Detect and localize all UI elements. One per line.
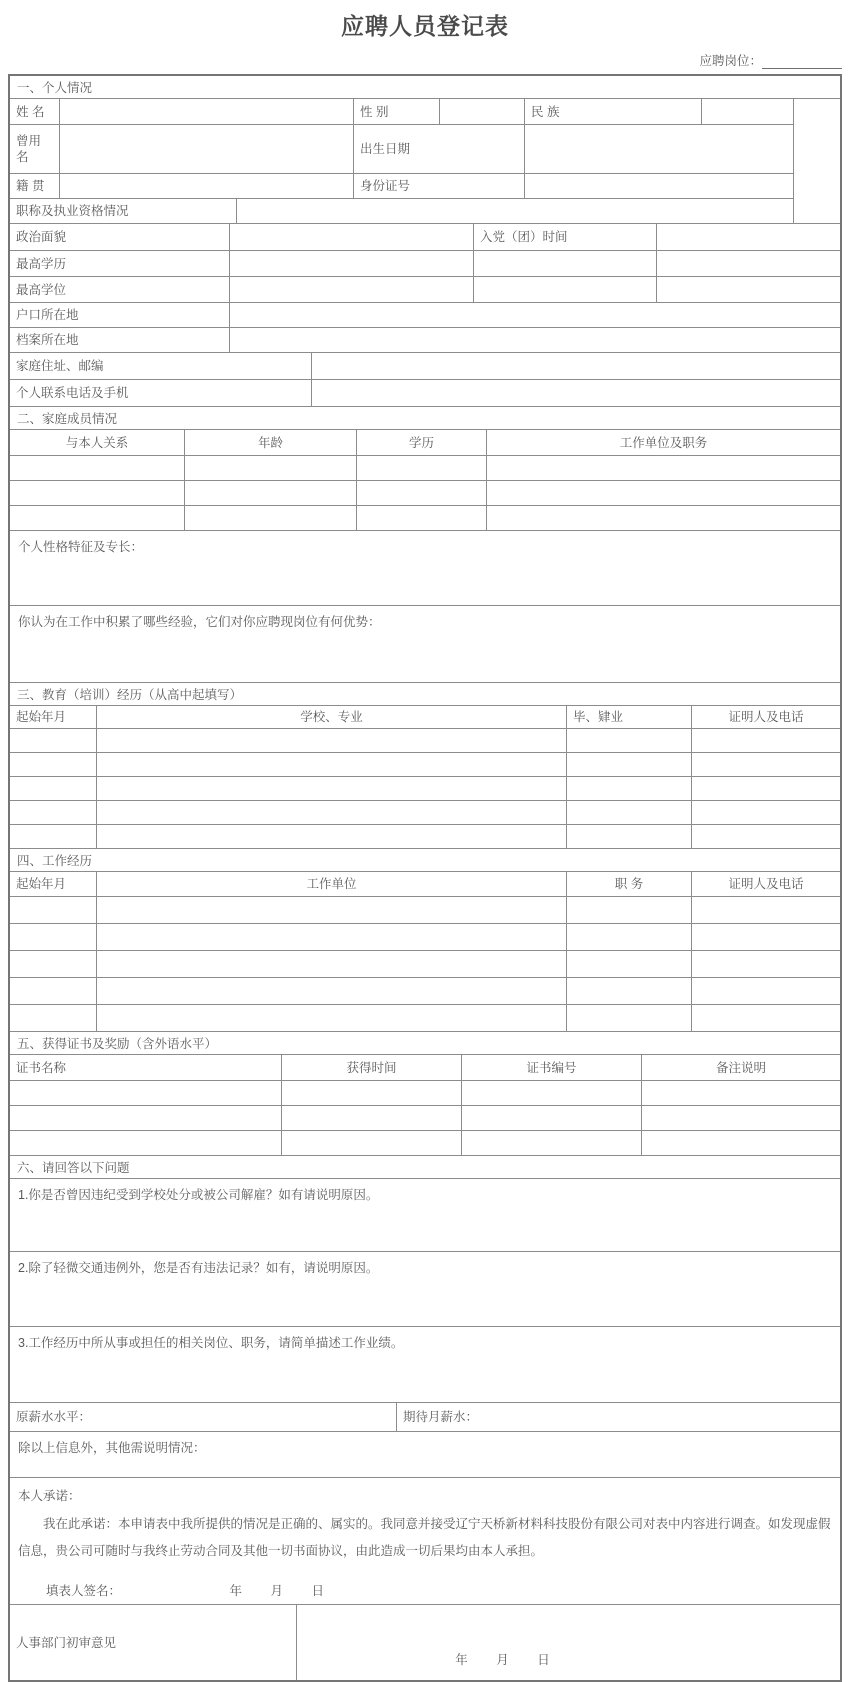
work-header-unit: 工作单位 [97,872,567,897]
title-qualification-field[interactable] [237,199,794,224]
education-period-field[interactable] [10,753,97,777]
expected-salary-field[interactable] [397,1403,840,1432]
education-graduation-field[interactable] [567,729,692,753]
expected-salary-label: 期待月薪水： [403,1410,479,1424]
education-header-school: 学校、专业 [97,706,567,729]
work-reference-field[interactable] [692,1005,840,1032]
certificate-number-field[interactable] [462,1106,642,1131]
gender-field[interactable] [440,99,525,125]
highest-degree-field[interactable] [230,277,474,303]
experience-area[interactable] [10,606,840,683]
certificate-remark-field[interactable] [642,1131,840,1156]
id-number-field[interactable] [525,174,794,199]
family-education-field[interactable] [357,481,487,506]
certificate-row [10,1106,840,1131]
work-period-field[interactable] [10,978,97,1005]
former-name-label: 曾用名 [10,125,60,174]
education-school-field[interactable] [97,801,567,825]
certificate-header-time: 获得时间 [282,1055,462,1081]
certificate-name-field[interactable] [10,1081,282,1106]
question1-label: 1.你是否曾因违纪受到学校处分或被公司解雇？如有请说明原因。 [18,1188,379,1202]
traits-label: 个人性格特征及专长： [18,540,144,554]
highest-education-extra-field2[interactable] [657,251,840,277]
experience-label: 你认为在工作中积累了哪些经验，它们对你应聘现岗位有何优势： [18,615,381,629]
highest-education-row [10,251,840,277]
work-reference-field[interactable] [692,978,840,1005]
native-place-label: 籍 贯 [10,174,60,199]
home-address-label: 家庭住址、邮编 [10,353,312,380]
family-workunit-field[interactable] [487,506,840,531]
work-header-period: 起始年月 [10,872,97,897]
education-row [10,753,840,777]
highest-education-field[interactable] [230,251,474,277]
certificate-header-remark: 备注说明 [642,1055,840,1081]
contact-phone-field[interactable] [312,380,840,407]
family-age-field[interactable] [185,506,357,531]
section5-band: 五、获得证书及奖励（含外语水平） [10,1032,840,1055]
contact-phone-row [10,380,840,407]
section6-band: 六、请回答以下问题 [10,1156,840,1179]
application-form [8,74,842,1682]
education-school-field[interactable] [97,753,567,777]
form-page [8,8,842,1682]
certificate-time-field[interactable] [282,1131,462,1156]
work-position-field[interactable] [567,924,692,951]
photo-box [794,99,840,224]
family-age-field[interactable] [185,456,357,481]
certificate-row [10,1081,840,1106]
salary-row [10,1403,840,1432]
hr-review-label: 人事部门初审意见 [10,1605,297,1680]
highest-education-label: 最高学历 [10,251,230,277]
highest-education-extra-field[interactable] [474,251,657,277]
family-row [10,481,840,506]
section4-band: 四、工作经历 [10,849,840,872]
hukou-row [10,303,840,328]
certificate-number-field[interactable] [462,1131,642,1156]
work-position-field[interactable] [567,978,692,1005]
highest-degree-row [10,277,840,303]
section2-band: 二、家庭成员情况 [10,407,840,430]
political-status-label: 政治面貌 [10,224,230,251]
family-header-row [10,430,840,456]
family-education-field[interactable] [357,506,487,531]
education-reference-field[interactable] [692,825,840,849]
question3-area[interactable] [10,1327,840,1403]
education-graduation-field[interactable] [567,825,692,849]
family-row [10,506,840,531]
education-row [10,729,840,753]
birth-date-field[interactable] [525,125,794,174]
work-row [10,951,840,978]
work-unit-field[interactable] [97,924,567,951]
section1-band: 一、个人情况 [10,76,840,99]
highest-degree-extra-field[interactable] [474,277,657,303]
previous-salary-label: 原薪水水平： [16,1410,92,1424]
education-row [10,777,840,801]
commitment-area [10,1478,840,1605]
certificate-header-name: 证书名称 [10,1055,282,1081]
work-unit-field[interactable] [97,1005,567,1032]
family-workunit-field[interactable] [487,481,840,506]
education-school-field[interactable] [97,729,567,753]
education-reference-field[interactable] [692,801,840,825]
family-header-workunit: 工作单位及职务 [487,430,840,456]
previous-salary-field[interactable] [10,1403,397,1432]
work-reference-field[interactable] [692,897,840,924]
education-graduation-field[interactable] [567,801,692,825]
work-period-field[interactable] [10,951,97,978]
family-age-field[interactable] [185,481,357,506]
education-graduation-field[interactable] [567,753,692,777]
ethnicity-label: 民 族 [525,99,702,125]
work-position-field[interactable] [567,897,692,924]
family-workunit-field[interactable] [487,456,840,481]
former-name-field[interactable] [60,125,354,174]
certificate-row [10,1131,840,1156]
education-period-field[interactable] [10,825,97,849]
home-address-field[interactable] [312,353,840,380]
archive-location-field[interactable] [230,328,840,353]
other-info-area[interactable] [10,1432,840,1478]
position-input[interactable] [762,55,842,69]
work-reference-field[interactable] [692,951,840,978]
work-row [10,978,840,1005]
work-position-field[interactable] [567,951,692,978]
hr-review-field[interactable] [297,1605,840,1680]
signature-label[interactable]: 填表人签名： [46,1584,122,1598]
page-title: 应聘人员登记表 [341,13,509,39]
education-period-field[interactable] [10,777,97,801]
birth-date-label: 出生日期 [354,125,525,174]
education-graduation-field[interactable] [567,777,692,801]
education-row [10,801,840,825]
contact-phone-label: 个人联系电话及手机 [10,380,312,407]
family-header-relation: 与本人关系 [10,430,185,456]
question2-label: 2.除了轻微交通违例外，您是否有违法记录？如有，请说明原因。 [18,1261,379,1275]
education-header-reference: 证明人及电话 [692,706,840,729]
education-header-row [10,706,840,729]
work-row [10,897,840,924]
traits-area[interactable] [10,531,840,606]
signature-date[interactable]: 年 月 日 [229,1584,333,1598]
certificate-number-field[interactable] [462,1081,642,1106]
education-school-field[interactable] [97,777,567,801]
education-period-field[interactable] [10,801,97,825]
party-join-time-field[interactable] [657,224,840,251]
highest-degree-label: 最高学位 [10,277,230,303]
work-unit-field[interactable] [97,897,567,924]
certificate-remark-field[interactable] [642,1081,840,1106]
title-qualification-label: 职称及执业资格情况 [10,199,237,224]
other-info-label: 除以上信息外，其他需说明情况： [18,1441,206,1455]
education-reference-field[interactable] [692,777,840,801]
hr-review-date: 年 月 日 [455,1653,558,1667]
id-number-label: 身份证号 [354,174,525,199]
work-reference-field[interactable] [692,924,840,951]
certificate-remark-field[interactable] [642,1106,840,1131]
certificate-name-field[interactable] [10,1106,282,1131]
highest-degree-extra-field2[interactable] [657,277,840,303]
work-period-field[interactable] [10,924,97,951]
commitment-label: 本人承诺： [18,1489,81,1503]
family-row [10,456,840,481]
work-row [10,924,840,951]
hukou-location-label: 户口所在地 [10,303,230,328]
name-field[interactable] [60,99,354,125]
work-position-field[interactable] [567,1005,692,1032]
question1-area[interactable] [10,1179,840,1252]
education-reference-field[interactable] [692,729,840,753]
archive-row [10,328,840,353]
education-period-field[interactable] [10,729,97,753]
family-relation-field[interactable] [10,481,185,506]
work-header-row [10,872,840,897]
certificate-name-field[interactable] [10,1131,282,1156]
commitment-text: 我在此承诺：本申请表中我所提供的情况是正确的、属实的。我同意并接受辽宁天桥新材料科技股份有限公司对表中内容进行调查。如发现虚假信息，贵公司可随时与我终止劳动合同及其他一切书面协议，由此造成一切后果均由本人承担。 [18,1517,831,1558]
family-header-age: 年龄 [185,430,357,456]
ethnicity-field[interactable] [702,99,794,125]
work-header-reference: 证明人及电话 [692,872,840,897]
education-school-field[interactable] [97,825,567,849]
party-join-time-label: 入党（团）时间 [474,224,657,251]
education-header-period: 起始年月 [10,706,97,729]
signature-line [18,1581,832,1599]
certificate-time-field[interactable] [282,1106,462,1131]
hr-review-row [10,1605,840,1680]
work-period-field[interactable] [10,897,97,924]
name-label: 姓 名 [10,99,60,125]
archive-location-label: 档案所在地 [10,328,230,353]
education-header-graduation: 毕、肄业 [567,706,692,729]
political-row [10,224,840,251]
family-relation-field[interactable] [10,456,185,481]
hukou-location-field[interactable] [230,303,840,328]
work-period-field[interactable] [10,1005,97,1032]
section3-band: 三、教育（培训）经历（从高中起填写） [10,683,840,706]
native-place-field[interactable] [60,174,354,199]
work-unit-field[interactable] [97,951,567,978]
education-reference-field[interactable] [692,753,840,777]
question3-label: 3.工作经历中所从事或担任的相关岗位、职务，请简单描述工作业绩。 [18,1336,404,1350]
position-line [8,51,842,69]
political-status-field[interactable] [230,224,474,251]
family-relation-field[interactable] [10,506,185,531]
education-row [10,825,840,849]
work-unit-field[interactable] [97,978,567,1005]
family-education-field[interactable] [357,456,487,481]
question2-area[interactable] [10,1252,840,1327]
family-header-education: 学历 [357,430,487,456]
certificate-time-field[interactable] [282,1081,462,1106]
work-row [10,1005,840,1032]
work-header-position: 职 务 [567,872,692,897]
home-address-row [10,353,840,380]
certificate-header-number: 证书编号 [462,1055,642,1081]
personal-top-grid [10,99,840,224]
certificate-header-row [10,1055,840,1081]
gender-label: 性 别 [354,99,440,125]
position-label: 应聘岗位： [699,54,762,68]
